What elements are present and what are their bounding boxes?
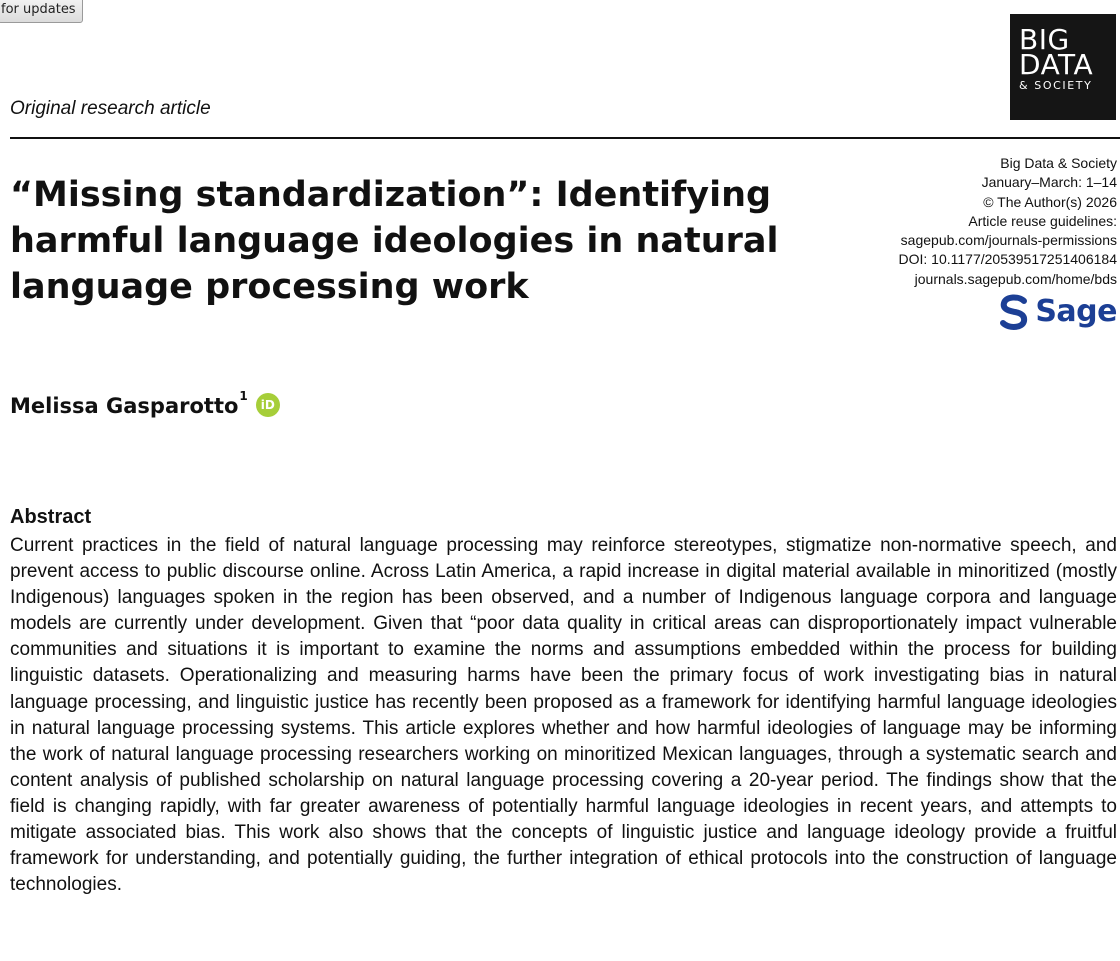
abstract-heading: Abstract [10, 506, 92, 528]
article-metadata [899, 154, 1118, 289]
publisher-logo [999, 294, 1117, 330]
doi-link[interactable]: DOI: 10.1177/20539517251406184 [898, 251, 1117, 268]
publisher-name: Sage [1035, 294, 1117, 329]
reuse-guidelines-label: Article reuse guidelines: [968, 212, 1117, 229]
copyright: © The Author(s) 2026 [983, 193, 1117, 210]
journal-logo [1010, 14, 1116, 120]
author-name[interactable]: Melissa Gasparotto [10, 394, 239, 418]
orcid-icon[interactable]: iD [256, 393, 280, 417]
journal-logo-line-1: BIG [1019, 23, 1070, 56]
header-divider [10, 137, 1120, 139]
article-title: “Missing standardization”: Identifying harmful language ideologies in natural language processing work [10, 175, 779, 307]
author-line [10, 391, 280, 421]
article-type: Original research article [10, 98, 211, 119]
abstract-text: Current practices in the field of natural language processing may reinforce stereotypes, stigmatize non-normative speech, and prevent access to public discourse online. Across Latin America, a rapid increase in digital material available in minoritized (mostly Indigenous) languages spoken in the region has been observed, and a number of Indigenous language corpora and language models are currently under development. Given that “poor data quality in critical areas can disproportionately impact vulnerable communities and situations it is important to examine the norms and assumptions embedded within the process for building linguistic datasets. Operationalizing and measuring harms have been the primary focus of work investigating bias in natural language processing, and linguistic justice has recently been proposed as a framework for identifying harmful language ideologies in natural language processing systems. This article explores whether and how harmful ideologies of language may be informing the work of natural language processing researchers working on minoritized Mexican languages, through a systematic search and content analysis of published scholarship on natural language processing covering a 20-year period. The findings show that the field is changing rapidly, with far greater awareness of potentially harmful language ideologies in recent years, and attempts to mitigate associated bias. This work also shows that the concepts of linguistic justice and language ideology provide a fruitful framework for understanding, and potentially guiding, the further integration of ethical protocols into the construction of language technologies. [10, 535, 1117, 896]
journal-name: Big Data & Society [1000, 155, 1117, 171]
author-affiliation-marker: 1 [239, 389, 248, 403]
sage-s-logo-icon [999, 294, 1029, 330]
check-for-updates-button[interactable]: for updates [0, 0, 83, 23]
journal-logo-line-3: & SOCIETY [1019, 79, 1093, 92]
reuse-guidelines-link[interactable]: sagepub.com/journals-permissions [900, 232, 1117, 249]
journal-homepage-link[interactable]: journals.sagepub.com/home/bds [914, 270, 1117, 287]
issue-pages: January–March: 1–14 [981, 174, 1117, 191]
journal-logo-line-2: DATA [1019, 48, 1094, 81]
